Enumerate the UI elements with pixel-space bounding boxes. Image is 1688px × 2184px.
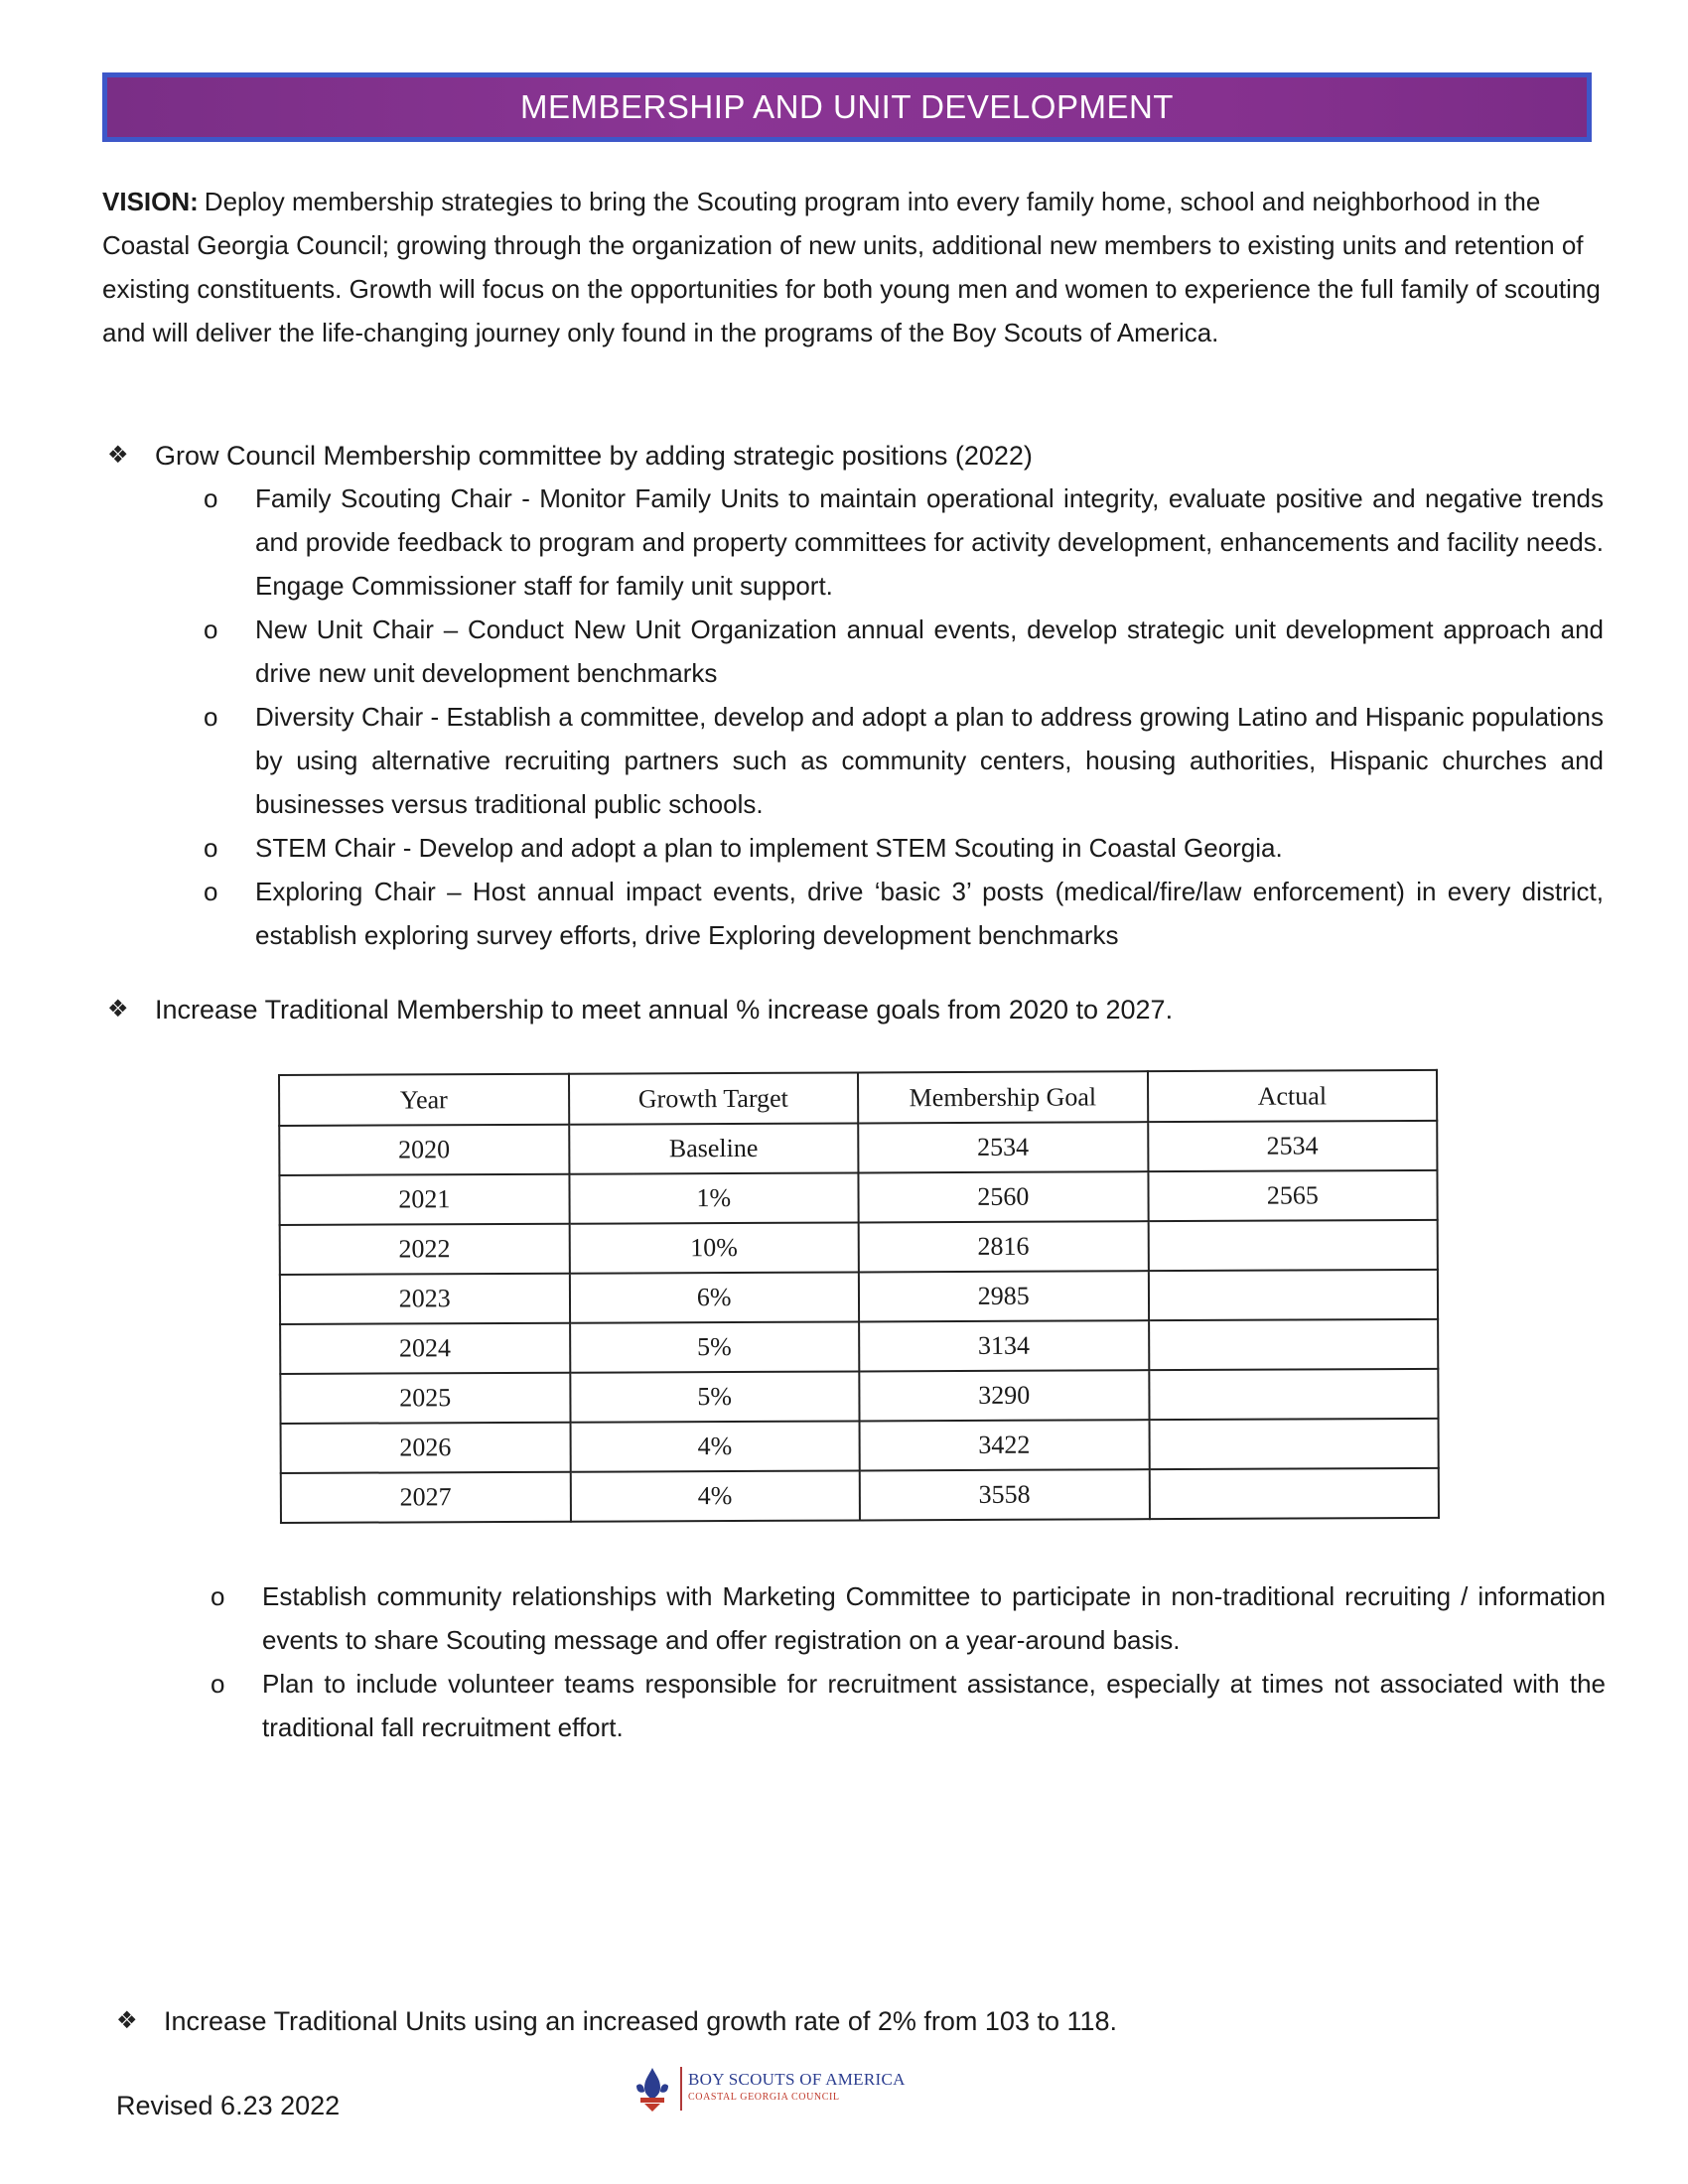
vision-label: VISION: <box>102 187 199 216</box>
column-header-actual: Actual <box>1147 1070 1437 1122</box>
bsa-fleur-de-lis-icon <box>631 2064 674 2114</box>
list-item: o New Unit Chair – Conduct New Unit Organization annual events, develop strategic unit development approach and drive new unit development benchmarks <box>204 608 1604 695</box>
logo-name: BOY SCOUTS OF AMERICA <box>688 2070 906 2089</box>
title-banner <box>102 72 1592 142</box>
hollow-circle-bullet-icon: o <box>204 833 218 863</box>
diamond-bullet-icon: ❖ <box>107 442 129 469</box>
section-heading-council-committee <box>107 434 1033 478</box>
table-row <box>281 1468 1439 1523</box>
table-cell: 3134 <box>859 1320 1149 1371</box>
list-item: o Establish community relationships with Marketing Committee to participate in non-traditional recruiting / information events to share Scouting message and offer registration on a year-around basis. <box>211 1574 1606 1662</box>
table-cell: 2023 <box>280 1274 570 1324</box>
vision-text: Deploy membership strategies to bring the Scouting program into every family home, school and neighborhood in the Coastal Georgia Council; growing through the organization of new units, additional new members to existing units and retention of existing constituents. Growth will focus on the opportunities for both young men and women to experience the full family of scouting and will deliver the life-changing journey only found in the programs of the Boy Scouts of America. <box>102 187 1601 347</box>
diamond-bullet-icon: ❖ <box>107 996 129 1023</box>
table-cell: 6% <box>569 1272 859 1322</box>
table-cell: 4% <box>570 1470 860 1521</box>
table-cell <box>1148 1220 1438 1271</box>
table-cell: Baseline <box>569 1123 859 1173</box>
table-cell: 10% <box>569 1222 859 1273</box>
table-cell: 5% <box>570 1321 860 1372</box>
table-cell <box>1148 1270 1438 1320</box>
logo-council: COASTAL GEORGIA COUNCIL <box>688 2092 840 2103</box>
section-heading-traditional-units <box>116 1999 1117 2043</box>
page-title: MEMBERSHIP AND UNIT DEVELOPMENT <box>520 88 1174 125</box>
bsa-logo <box>631 2061 906 2116</box>
section-heading-text: Increase Traditional Membership to meet annual % increase goals from 2020 to 2027. <box>155 995 1174 1024</box>
hollow-circle-bullet-icon: o <box>211 1669 225 1699</box>
table-cell: 2022 <box>280 1224 570 1275</box>
table-cell: 2026 <box>281 1423 571 1473</box>
table-header-row <box>279 1070 1437 1126</box>
diamond-bullet-icon: ❖ <box>116 2007 138 2034</box>
list-item: o Family Scouting Chair - Monitor Family Units to maintain operational integrity, evaluate positive and negative trends and provide feedback to program and property committees for activity development, enhancements and facility needs. Engage Commissioner staff for family unit support. <box>204 477 1604 608</box>
list-item: o STEM Chair - Develop and adopt a plan to implement STEM Scouting in Coastal Georgia. <box>204 826 1604 870</box>
table-cell <box>1149 1419 1439 1469</box>
hollow-circle-bullet-icon: o <box>204 877 218 906</box>
table-cell: 2027 <box>281 1472 571 1523</box>
table-cell: 2534 <box>1148 1121 1438 1171</box>
table-row <box>280 1369 1438 1424</box>
table-cell <box>1149 1369 1439 1420</box>
logo-text <box>688 2071 906 2107</box>
table-cell: 1% <box>569 1172 859 1223</box>
table-row <box>281 1419 1439 1473</box>
list-item: o Diversity Chair - Establish a committee, develop and adopt a plan to address growing Latino and Hispanic populations by using alternative recruiting partners such as community centers, housing authorities, Hispanic churches and businesses versus traditional public schools. <box>204 695 1604 826</box>
list-item: o Plan to include volunteer teams responsible for recruitment assistance, especially at times not associated with the traditional fall recruitment effort. <box>211 1662 1606 1749</box>
table-cell: 2560 <box>858 1171 1148 1222</box>
list-item: o Exploring Chair – Host annual impact events, drive ‘basic 3’ posts (medical/fire/law enforcement) in every district, establish exploring survey efforts, drive Exploring development benchmarks <box>204 870 1604 957</box>
revision-date: Revised 6.23 2022 <box>116 2091 341 2120</box>
hollow-circle-bullet-icon: o <box>204 702 218 732</box>
table-cell: 5% <box>570 1371 860 1422</box>
table-row <box>279 1170 1437 1225</box>
table-cell: 3558 <box>860 1469 1150 1520</box>
table-cell <box>1149 1468 1439 1519</box>
table-row <box>280 1220 1438 1275</box>
column-header-membership-goal: Membership Goal <box>858 1071 1148 1123</box>
committee-positions-list <box>204 477 1604 957</box>
table-cell: 2534 <box>858 1122 1148 1172</box>
table-cell: 4% <box>570 1421 860 1471</box>
hollow-circle-bullet-icon: o <box>204 483 218 513</box>
table-cell <box>1149 1319 1439 1370</box>
section-heading-text: Increase Traditional Units using an increased growth rate of 2% from 103 to 118. <box>164 2006 1118 2036</box>
membership-actions-list <box>211 1574 1606 1749</box>
table-row <box>280 1319 1438 1374</box>
table-row <box>279 1121 1437 1175</box>
table-cell: 2565 <box>1148 1170 1438 1221</box>
table-row <box>280 1270 1438 1324</box>
column-header-growth-target: Growth Target <box>569 1072 859 1124</box>
vision-paragraph <box>102 180 1602 354</box>
table-cell: 2985 <box>859 1271 1149 1321</box>
hollow-circle-bullet-icon: o <box>211 1581 225 1611</box>
logo-divider <box>680 2067 682 2111</box>
column-header-year: Year <box>279 1074 569 1126</box>
table-cell: 2025 <box>280 1373 570 1424</box>
table-cell: 3290 <box>859 1370 1149 1421</box>
hollow-circle-bullet-icon: o <box>204 614 218 644</box>
section-heading-traditional-membership <box>107 988 1173 1031</box>
membership-growth-table <box>278 1069 1440 1524</box>
table-cell: 2020 <box>279 1125 569 1175</box>
table-cell: 2816 <box>859 1221 1149 1272</box>
section-heading-text: Grow Council Membership committee by adding strategic positions (2022) <box>155 441 1033 471</box>
table-cell: 2021 <box>279 1174 569 1225</box>
table-cell: 3422 <box>860 1420 1150 1470</box>
table-cell: 2024 <box>280 1323 570 1374</box>
